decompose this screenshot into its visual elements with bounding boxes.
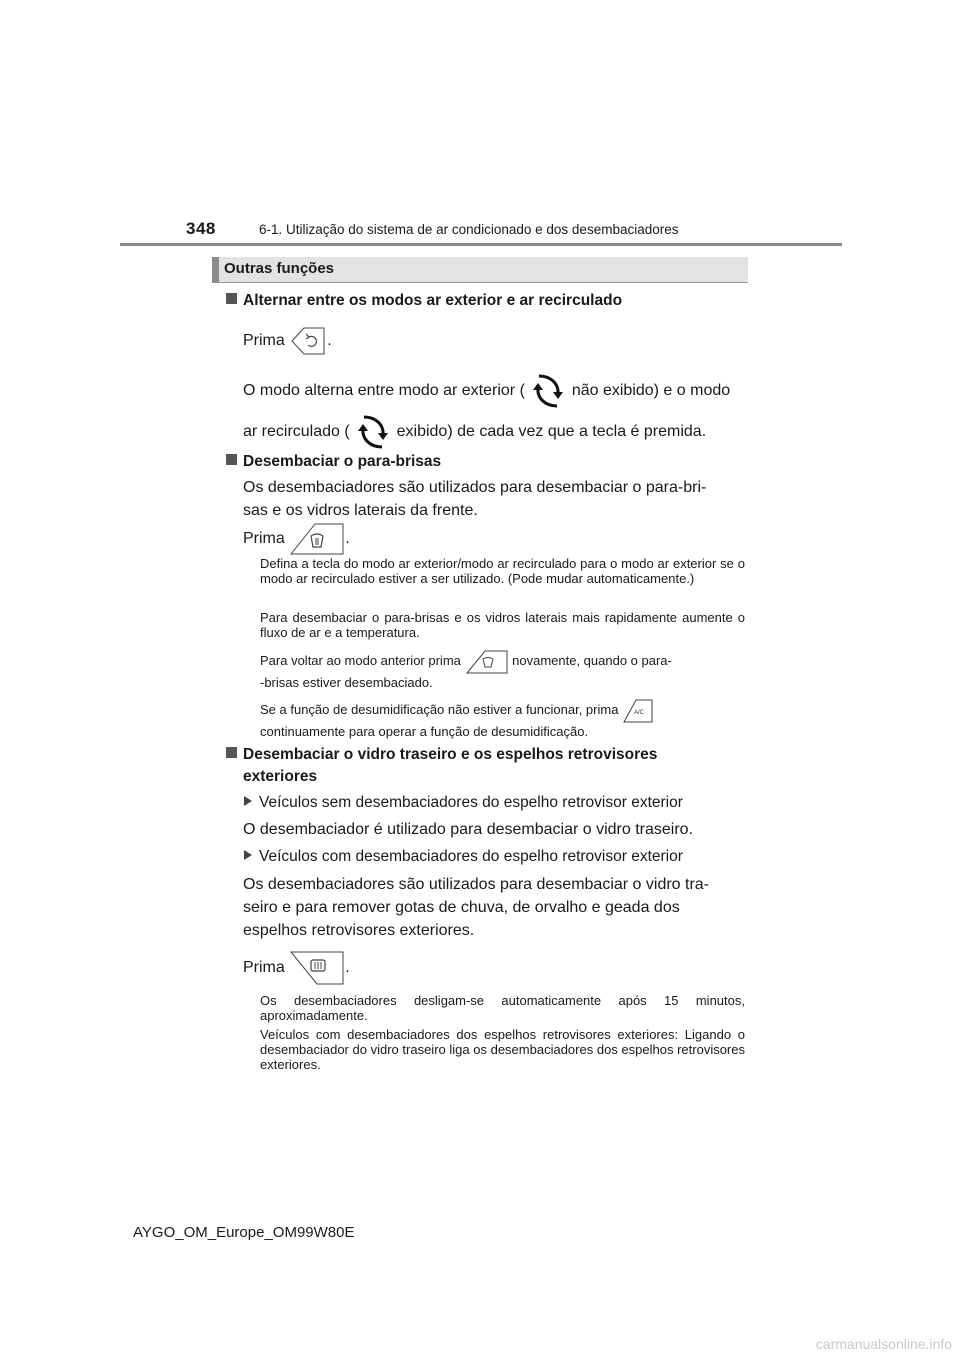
rear-defog-key-icon: [289, 950, 345, 986]
recirc-mode-line2: ar recirculado ( exibido) de cada vez que a tecla é premida.: [243, 413, 745, 451]
windshield-press-line: Prima .: [243, 522, 745, 556]
rear-note2: Veículos com desembaciadores dos espelhos retrovisores exteriores: Ligando o desembaciador do vidro traseiro liga os desembaciadores dos espelhos retrovisores exteriores.: [260, 1027, 745, 1072]
rear-case2-line1: Os desembaciadores são utilizados para desembaciar o vidro tra-: [243, 876, 710, 893]
recirc-heading: Alternar entre os modos ar exterior e ar recirculado: [226, 290, 243, 312]
rear-case1: Veículos sem desembaciadores do espelho retrovisor exterior: [244, 794, 683, 812]
watermark: carmanualsonline.info: [815, 1336, 952, 1352]
windshield-note1: Defina a tecla do modo ar exterior/modo ar recirculado para o modo ar exterior se o modo ar recirculado estiver a ser utilizado. (Pode mudar automaticamente.): [260, 556, 745, 586]
chapter-title: 6-1. Utilização do sistema de ar condicionado e dos desembaciadores: [259, 222, 679, 237]
rear-note1: Os desembaciadores desligam-se automaticamente após 15 minutos, aproximadamente.: [260, 993, 745, 1023]
bullet-square-icon: [226, 293, 237, 304]
windshield-text-line1: Os desembaciadores são utilizados para desembaciar o para-bri-: [243, 479, 707, 496]
rear-heading-cont: exteriores: [243, 768, 318, 785]
recirc-mode-line1: O modo alterna entre modo ar exterior ( não exibido) e o modo: [243, 372, 745, 410]
windshield-defog-key-icon: [465, 649, 509, 675]
rear-case2-line3: espelhos retrovisores exteriores.: [243, 922, 475, 939]
windshield-heading: Desembaciar o para-brisas: [226, 451, 243, 473]
windshield-note2: Para desembaciar o para-brisas e os vidros laterais mais rapidamente aumente o fluxo de ar e a temperatura.: [260, 610, 745, 640]
ac-key-label: A/C: [634, 709, 645, 716]
windshield-defog-key-icon: [289, 522, 345, 556]
rear-case1-text: O desembaciador é utilizado para desembaciar o vidro traseiro.: [243, 821, 694, 838]
header-divider: [120, 243, 842, 246]
rear-press-line: Prima .: [243, 950, 745, 986]
windshield-note3: Para voltar ao modo anterior prima novamente, quando o para-: [260, 648, 745, 675]
recirculated-air-icon: [354, 413, 392, 451]
rear-case2: Veículos com desembaciadores do espelho retrovisor exterior: [244, 848, 683, 866]
windshield-note3-cont: -brisas estiver desembaciado.: [260, 675, 433, 690]
bullet-square-icon: [226, 747, 237, 758]
windshield-note4: Se a função de desumidificação não estiver a funcionar, prima A/C: [260, 697, 745, 724]
recirc-key-icon: [289, 326, 327, 356]
windshield-text-line2: sas e os vidros laterais da frente.: [243, 502, 478, 519]
triangle-bullet-icon: [244, 850, 252, 860]
bullet-square-icon: [226, 454, 237, 465]
document-code: AYGO_OM_Europe_OM99W80E: [133, 1224, 355, 1241]
outside-air-icon: [529, 372, 567, 410]
rear-heading: Desembaciar o vidro traseiro e os espelhos retrovisores: [226, 744, 243, 766]
recirc-press-line: Prima .: [243, 326, 745, 356]
page-number: 348: [186, 219, 216, 238]
section-title: Outras funções: [224, 260, 335, 277]
triangle-bullet-icon: [244, 796, 252, 806]
windshield-note4-cont: continuamente para operar a função de desumidificação.: [260, 724, 589, 739]
rear-case2-line2: seiro e para remover gotas de chuva, de orvalho e geada dos: [243, 899, 680, 916]
ac-key-icon: [622, 698, 654, 724]
